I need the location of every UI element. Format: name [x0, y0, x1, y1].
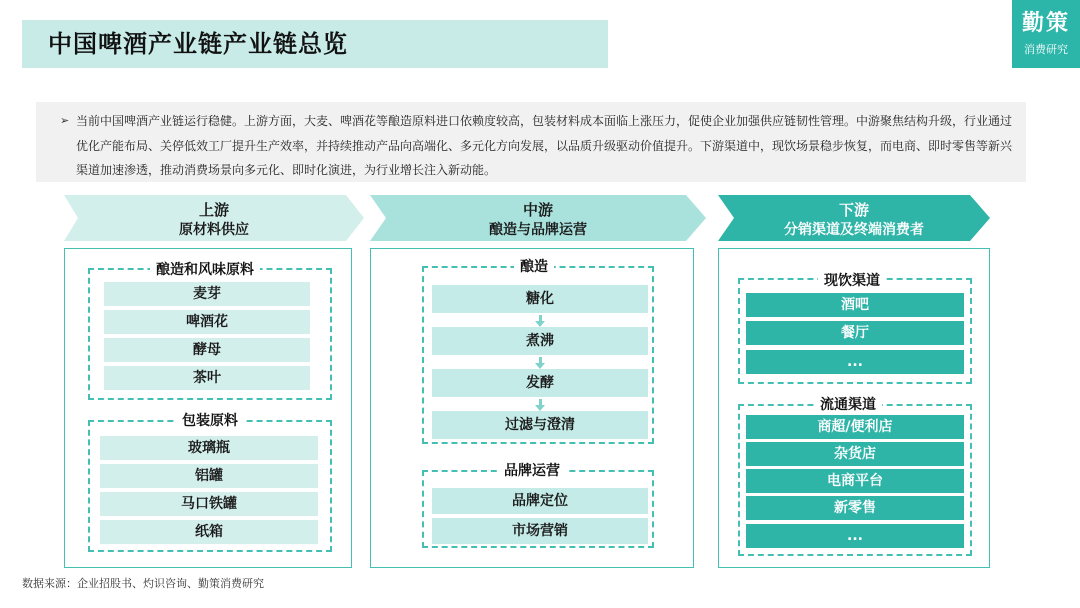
list-item: 品牌定位: [432, 488, 648, 514]
summary-text: 当前中国啤酒产业链运行稳健。上游方面，大麦、啤酒花等酿造原料进口依赖度较高，包装材料成本面临上涨压力，促使企业加强供应链韧性管理。中游聚焦结构升级，行业通过优化产能布局、关停低效工厂提升生产效率，并持续推动产品向高端化、多元化方向发展，以品质升级驱动价值提升。下游渠道中，现饮场景稳步恢复，而电商、即时零售等新兴渠道加速渗透，推动消费场景向多元化、即时化演进，为行业增长注入新动能。: [76, 114, 1013, 177]
stage-arrow-upstream: [64, 195, 364, 241]
stage-subtitle-downstream: 分销渠道及终端消费者: [784, 222, 924, 238]
list-item: 纸箱: [100, 520, 318, 544]
list-item: 麦芽: [104, 282, 310, 306]
process-step: 煮沸: [432, 327, 648, 355]
group-title: 品牌运营: [498, 460, 566, 480]
channel-item: 酒吧: [746, 293, 964, 317]
group-title: 酿造和风味原料: [150, 259, 260, 279]
bullet-arrow-icon: ➢: [60, 114, 70, 127]
list-item: 茶叶: [104, 366, 310, 390]
page-title: 中国啤酒产业链产业链总览: [48, 30, 348, 58]
stage-subtitle-midstream: 酿造与品牌运营: [489, 222, 587, 238]
channel-item: 餐厅: [746, 321, 964, 345]
stage-title-downstream: 下游: [838, 201, 869, 219]
list-item: 玻璃瓶: [100, 436, 318, 460]
logo-sub-text: 消费研究: [1024, 43, 1068, 56]
channel-item: 电商平台: [746, 469, 964, 493]
list-item: 啤酒花: [104, 310, 310, 334]
list-item: 铝罐: [100, 464, 318, 488]
stage-subtitle-upstream: 原材料供应: [179, 222, 249, 238]
list-item: 酵母: [104, 338, 310, 362]
channel-item: 新零售: [746, 496, 964, 520]
stage-title-midstream: 中游: [522, 201, 553, 219]
group-title: 现饮渠道: [818, 270, 886, 290]
channel-item: 商超/便利店: [746, 415, 964, 439]
channel-item: ...: [746, 524, 964, 548]
process-step: 发酵: [432, 369, 648, 397]
group-title: 包装原料: [176, 410, 244, 430]
stage-arrow-downstream: [718, 195, 990, 241]
logo-main-text: 勤策: [1021, 10, 1070, 36]
brand-logo: [1012, 0, 1080, 68]
stage-title-upstream: 上游: [198, 201, 229, 219]
channel-item: 杂货店: [746, 442, 964, 466]
stage-arrow-midstream: [370, 195, 706, 241]
process-step: 糖化: [432, 285, 648, 313]
process-step: 过滤与澄清: [432, 411, 648, 439]
data-source-note: 数据来源：企业招股书、灼识咨询、勤策消费研究: [22, 577, 264, 590]
list-item: 市场营销: [432, 518, 648, 544]
group-title: 流通渠道: [814, 394, 882, 414]
list-item: 马口铁罐: [100, 492, 318, 516]
channel-item: ...: [746, 350, 964, 374]
group-title: 酿造: [514, 256, 554, 276]
